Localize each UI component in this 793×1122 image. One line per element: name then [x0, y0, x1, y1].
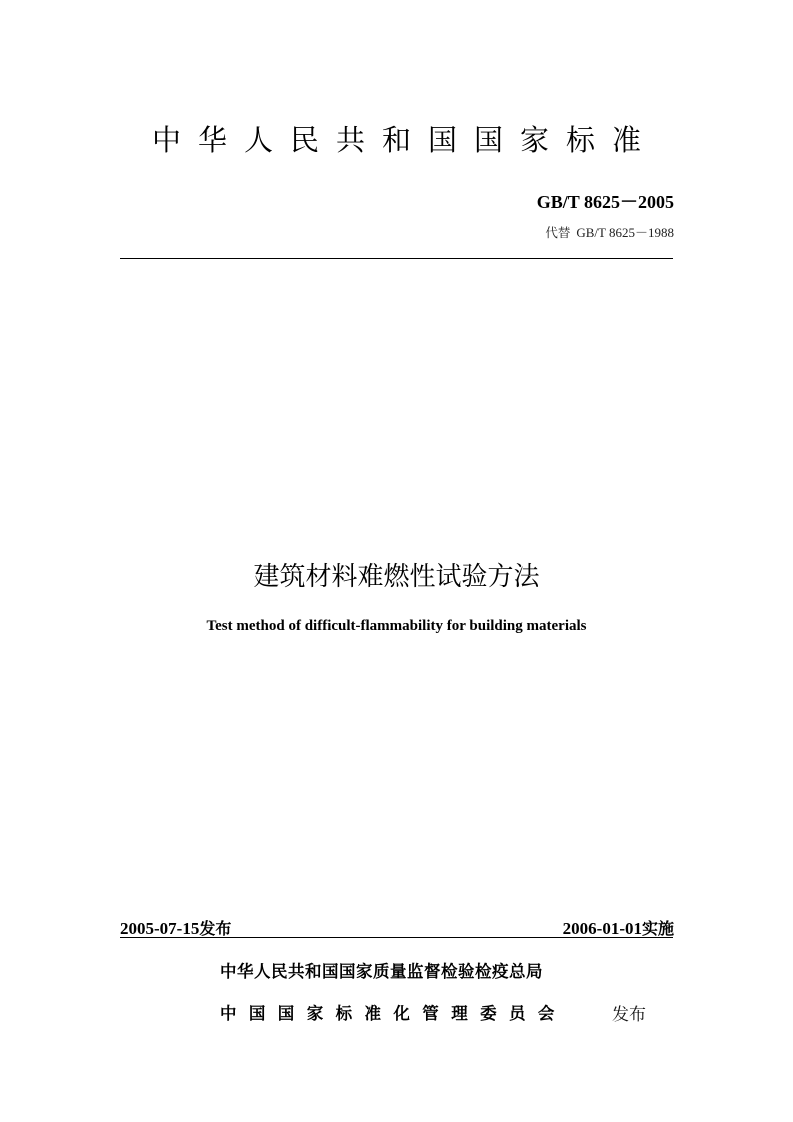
document-title-english: Test method of difficult-flammability for building materials	[206, 618, 587, 634]
implementation-date-line	[563, 916, 674, 939]
replaces-label: 代替	[545, 225, 571, 240]
national-standard-title: 中华人民共和国国家标准	[151, 123, 658, 157]
dates-divider	[120, 937, 673, 938]
document-title-chinese: 建筑材料难燃性试验方法	[253, 562, 540, 592]
header-divider	[120, 258, 673, 259]
issue-date-line	[120, 916, 231, 939]
replaces-number: GB/T 8625－1988	[576, 225, 674, 240]
standard-number: GB/T 8625－2005	[536, 192, 674, 212]
publisher-org-sac: 中国国家标准化管理委员会	[220, 1004, 567, 1023]
implementation-label: 实施	[641, 919, 674, 938]
issue-date: 2005-07-15	[120, 919, 200, 938]
replaces-line	[545, 222, 674, 241]
publisher-org-aqsiq: 中华人民共和国国家质量监督检验检疫总局	[220, 962, 543, 981]
implementation-date: 2006-01-01	[562, 919, 642, 938]
publish-label: 发布	[612, 1005, 646, 1025]
issue-label: 发布	[199, 919, 232, 938]
